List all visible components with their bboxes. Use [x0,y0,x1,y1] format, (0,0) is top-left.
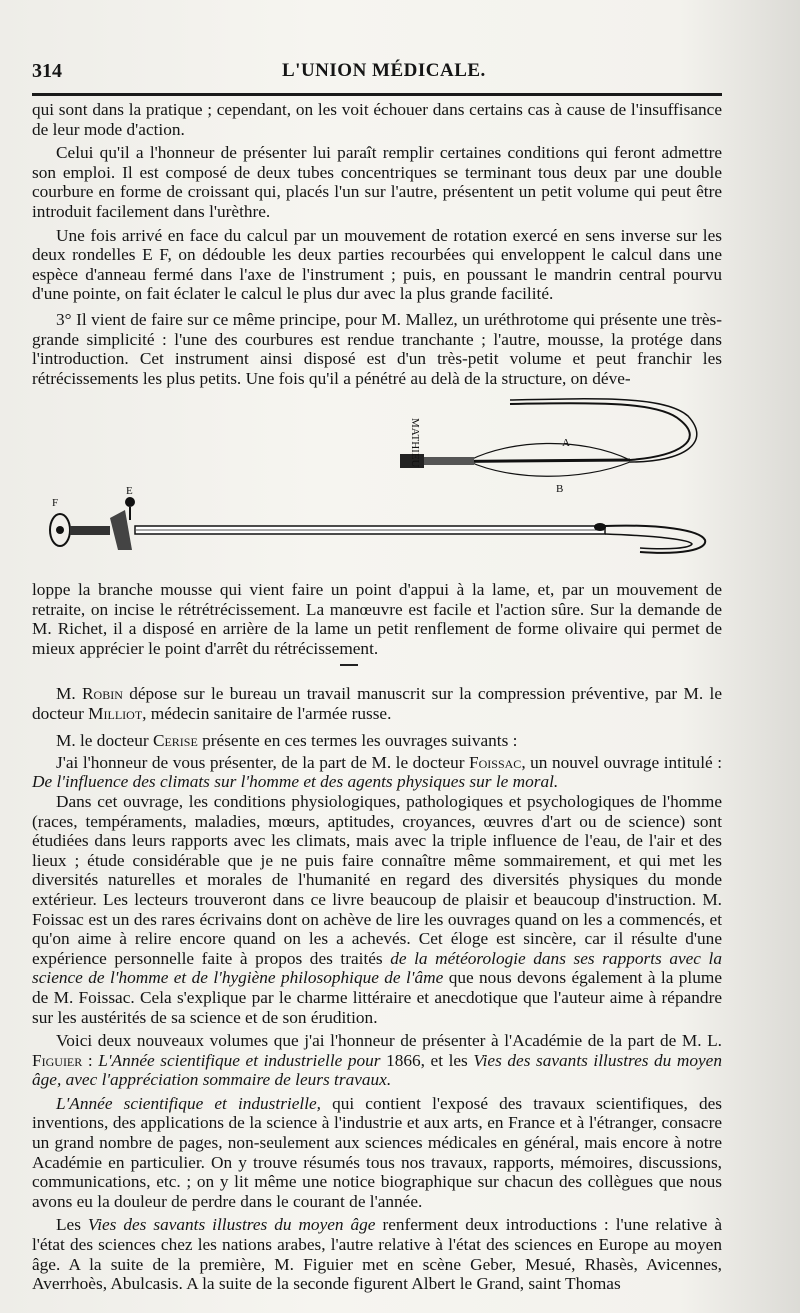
section-separator [340,664,358,666]
text-run: 1866, et les [380,1050,474,1070]
text-run: que nous devons également à la plume de M. Foissac. Cela s'explique par le charme littéraire et anecdotique que l'auteur aime à répandre sur les austérités de sa science et de son érudition. [32,968,722,1027]
author-milliot: Milliot [88,703,143,723]
text-block-bottom [32,684,722,1294]
paragraph-urethrotome-continued: loppe la branche mousse qui vient faire un point d'appui à la lame, et, par un mouvement de retraite, on incise le rétrétrécissement. La manœuvre est facile et l'action sûre. Sur la demande de M. Richet, il a disposé en arrière de la lame un petit renflement de forme olivaire qui permet de mieux apprécier le point d'arrêt du rétrécissement. [32,580,722,658]
text-run: qui contient l'exposé des travaux scientifiques, des inventions, des applications de la science à l'industrie et aux arts, en France et à l'étranger, consacre un grand nombre de pages, non-seulement aux sciences médicales en général, mais encore à notre Académie en particulier. On y trouve résumés tous nos travaux, rapports, mémoires, discussions, communications, etc. ; on y lit même une notice biographique sur chacun des collègues que nous avons eu la douleur de perdre dans le courant de l'année. [32,1093,722,1211]
book-title-vies-ref: Vies des savants illustres du moyen âge [87,1215,376,1235]
urethrotome-drawing [400,399,697,495]
page-number: 314 [32,60,62,82]
paragraph-lithotrite-description: Celui qu'il a l'honneur de présenter lui paraît remplir certaines conditions qui feront admettre son emploi. Il est composé de deux tubes concentriques se terminant tous deux par une double courbure en forme de croissant qui, placés l'un sur l'autre, présentent un petit volume qui peut être introduit facilement dans l'urèthre. [32,143,722,221]
text-run: Voici deux nouveaux volumes que j'ai l'honneur de présenter à l'Académie de la part de M. L. [56,1031,722,1051]
label-a: A [562,437,570,449]
header-rule [32,93,722,96]
text-run: M. le docteur [56,731,153,751]
text-run: , médecin sanitaire de l'armée russe. [142,703,392,723]
text-run: renferment deux introductions : l'une relative à l'état des sciences chez les nations arabes, l'autre relative à l'état des sciences en Europe au moyen âge. A la suite de la première, M. Figuier met en scène Geber, Mesué, Rhasès, Avicennes, Averrhoès, Abulcasis. A la suite de la seconde figurent Albert le Grand, saint Thomas [32,1215,722,1294]
page-header [32,56,722,86]
paragraph-robin [32,684,722,723]
paragraph-figuier [32,1031,722,1090]
author-foissac: Foissac [469,752,522,772]
paragraph-urethrotome: 3° Il vient de faire sur ce même principe, pour M. Mallez, un uréthrotome qui présente une très-grande simplicité : l'une des courbures est rendue tranchante ; l'autre, mousse, la protége dans l'introduction. Cet instrument ainsi disposé est d'un très-petit volume et peut franchir les rétrécissements les plus petits. Une fois qu'il a pénétré au delà de la structure, on déve- [32,309,722,388]
book-title-vies: Vies des savants illustres du moyen âge, avec l'appréciation sommaire de leurs travaux. [32,1050,722,1090]
paragraph-foissac [32,753,722,792]
paragraph-lithotrite-usage: Une fois arrivé en face du calcul par un mouvement de rotation exercé en sens inverse sur les deux rondelles E F, on dédouble les deux parties recourbées qui enveloppent le calcul dans une espèce d'anneau fermé dans l'axe de l'instrument ; puis, en poussant le mandrin central pourvu d'une pointe, on fait éclater le calcul le plus dur avec la plus grande facilité. [32,225,722,304]
text-block-top [32,100,722,388]
author-robin: Robin [82,684,123,703]
label-b: B [556,483,564,495]
book-title-meteorologie: de la météorologie dans ses rapports avec la science de l'homme et de l'hygiène philosophique de l'âme [32,948,722,988]
maker-mark: MATHIEU [409,418,421,468]
book-title-annee-ref: L'Année scientifique et industrielle, [56,1093,321,1113]
instrument-illustration [40,390,720,580]
author-figuier: Figuier [32,1050,83,1070]
label-e: E [126,485,133,497]
paragraph-continuation: qui sont dans la pratique ; cependant, on les voit échouer dans certains cas à cause de l'insuffisance de leur mode d'action. [32,100,722,139]
label-f: F [52,497,59,509]
book-title-foissac: De l'influence des climats sur l'homme et des agents physiques sur le moral. [32,772,559,792]
running-head: L'UNION MÉDICALE. [282,60,486,81]
text-run: , un nouvel ouvrage intitulé : [521,752,722,772]
paragraph-annee [32,1094,722,1212]
book-title-annee: L'Année scientifique et industrielle pour [98,1050,381,1070]
text-block-middle [32,580,722,658]
paragraph-vies [32,1215,722,1293]
text-run: dépose sur le bureau un travail manuscrit sur la compression préventive, par M. le docteur [32,684,722,723]
author-cerise: Cerise [152,731,198,751]
text-run: M. [56,684,83,703]
text-run: Dans cet ouvrage, les conditions physiologiques, pathologiques et psychologiques de l'homme (races, tempéraments, maladies, mœurs, aptitudes, croyances, œuvres d'art ou de science) sont étudiées dans leurs rapports avec les climats, mais avec la triple influence de l'eau, de l'air et des lieux ; étude considérable que je ne puis faire connaître même sommairement, et qui met les diversités naturelles et morales de l'humanité en regard des diversités physiques du monde extérieur. Les lecteurs trouveront dans ce livre beaucoup de plaisir et beaucoup d'instruction. M. Foissac est un des rares écrivains dont on achève de lire les ouvrages quand on les a commencés, et qu'on aime à relire encore quand on les a achevés. Cet éloge est sincère, car il résulte d'une expérience personnelle faite à propos des traités [32,791,722,968]
lithotrite-drawing [50,485,705,553]
paragraph-review-foissac [32,792,722,1027]
text-run: : [82,1050,99,1070]
paragraph-cerise [32,731,722,751]
text-run: Les [56,1215,88,1235]
text-run: présente en ces termes les ouvrages suivants : [197,731,518,751]
text-run: J'ai l'honneur de vous présenter, de la part de M. le docteur [56,752,470,772]
